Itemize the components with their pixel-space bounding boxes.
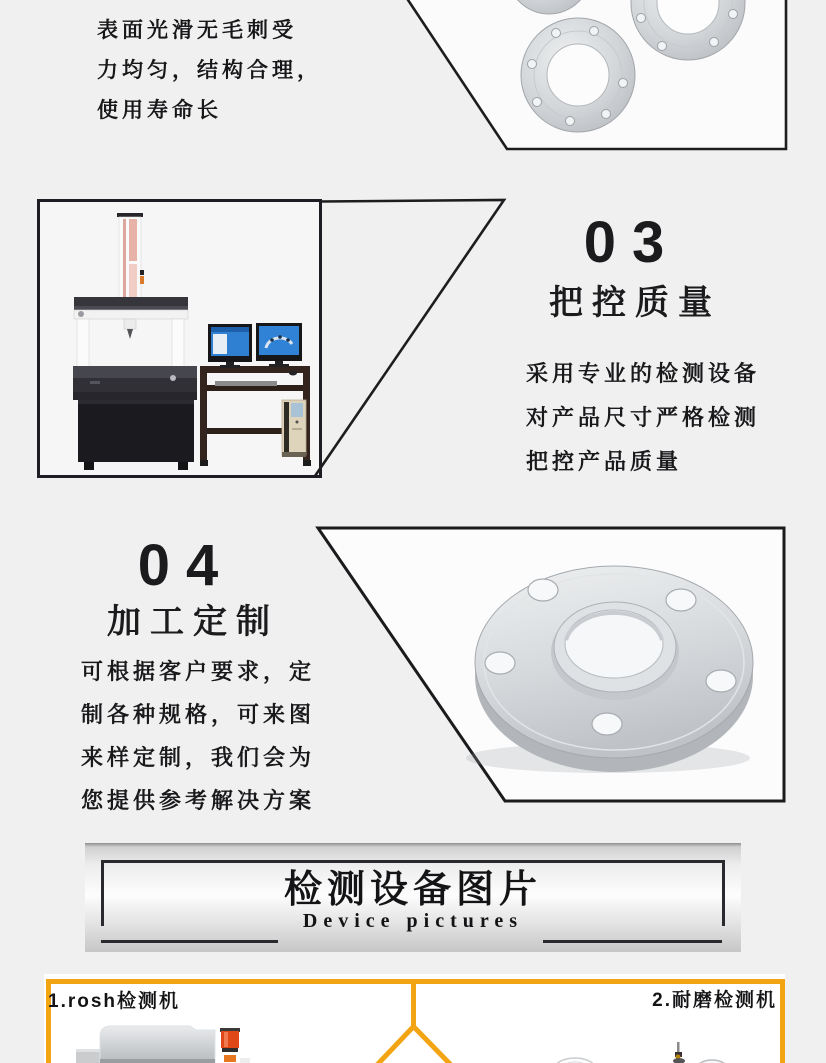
custom-line-3: 来样定制，我们会为 — [81, 745, 316, 770]
section-number-03: 03 — [583, 210, 681, 275]
quality-line-2: 对产品尺寸严格检测 — [526, 405, 761, 430]
gallery-item1-label: 1.rosh检测机 — [48, 991, 181, 1012]
banner-frame-bottom-left — [101, 940, 278, 943]
custom-line-2: 制各种规格，可来图 — [81, 702, 316, 727]
gallery-divider-icon — [355, 977, 475, 1063]
custom-line-4: 您提供参考解决方案 — [81, 788, 316, 813]
flange-photo — [300, 515, 826, 815]
quality-line-1: 采用专业的检测设备 — [526, 361, 761, 386]
quality-line-3: 把控产品质量 — [526, 449, 683, 474]
feature-line-1: 表面光滑无毛刺受 — [97, 19, 297, 42]
section-divider-wedge — [315, 200, 504, 476]
cmm-machine-photo — [20, 190, 540, 490]
custom-line-1: 可根据客户要求，定 — [81, 659, 316, 684]
rosh-tester-photo — [60, 1018, 280, 1063]
wear-tester-photo — [545, 1040, 785, 1063]
custom-paragraph — [81, 650, 315, 822]
device-header-title: 检测设备图片 — [283, 869, 542, 911]
section-title-custom: 加工定制 — [107, 603, 279, 641]
section-number-04: 04 — [137, 533, 235, 598]
quality-paragraph — [526, 352, 760, 484]
gallery-item2-label: 2.耐磨检测机 — [652, 990, 777, 1011]
device-pictures-banner — [85, 843, 741, 952]
surface-feature-paragraph — [97, 11, 322, 131]
section-title-quality: 把控质量 — [549, 284, 721, 322]
feature-line-2: 力均匀，结构合理， — [97, 59, 322, 82]
device-header-subtitle: Device pictures — [302, 910, 524, 932]
feature-line-3: 使用寿命长 — [97, 99, 222, 122]
banner-frame-bottom-right — [543, 940, 722, 943]
